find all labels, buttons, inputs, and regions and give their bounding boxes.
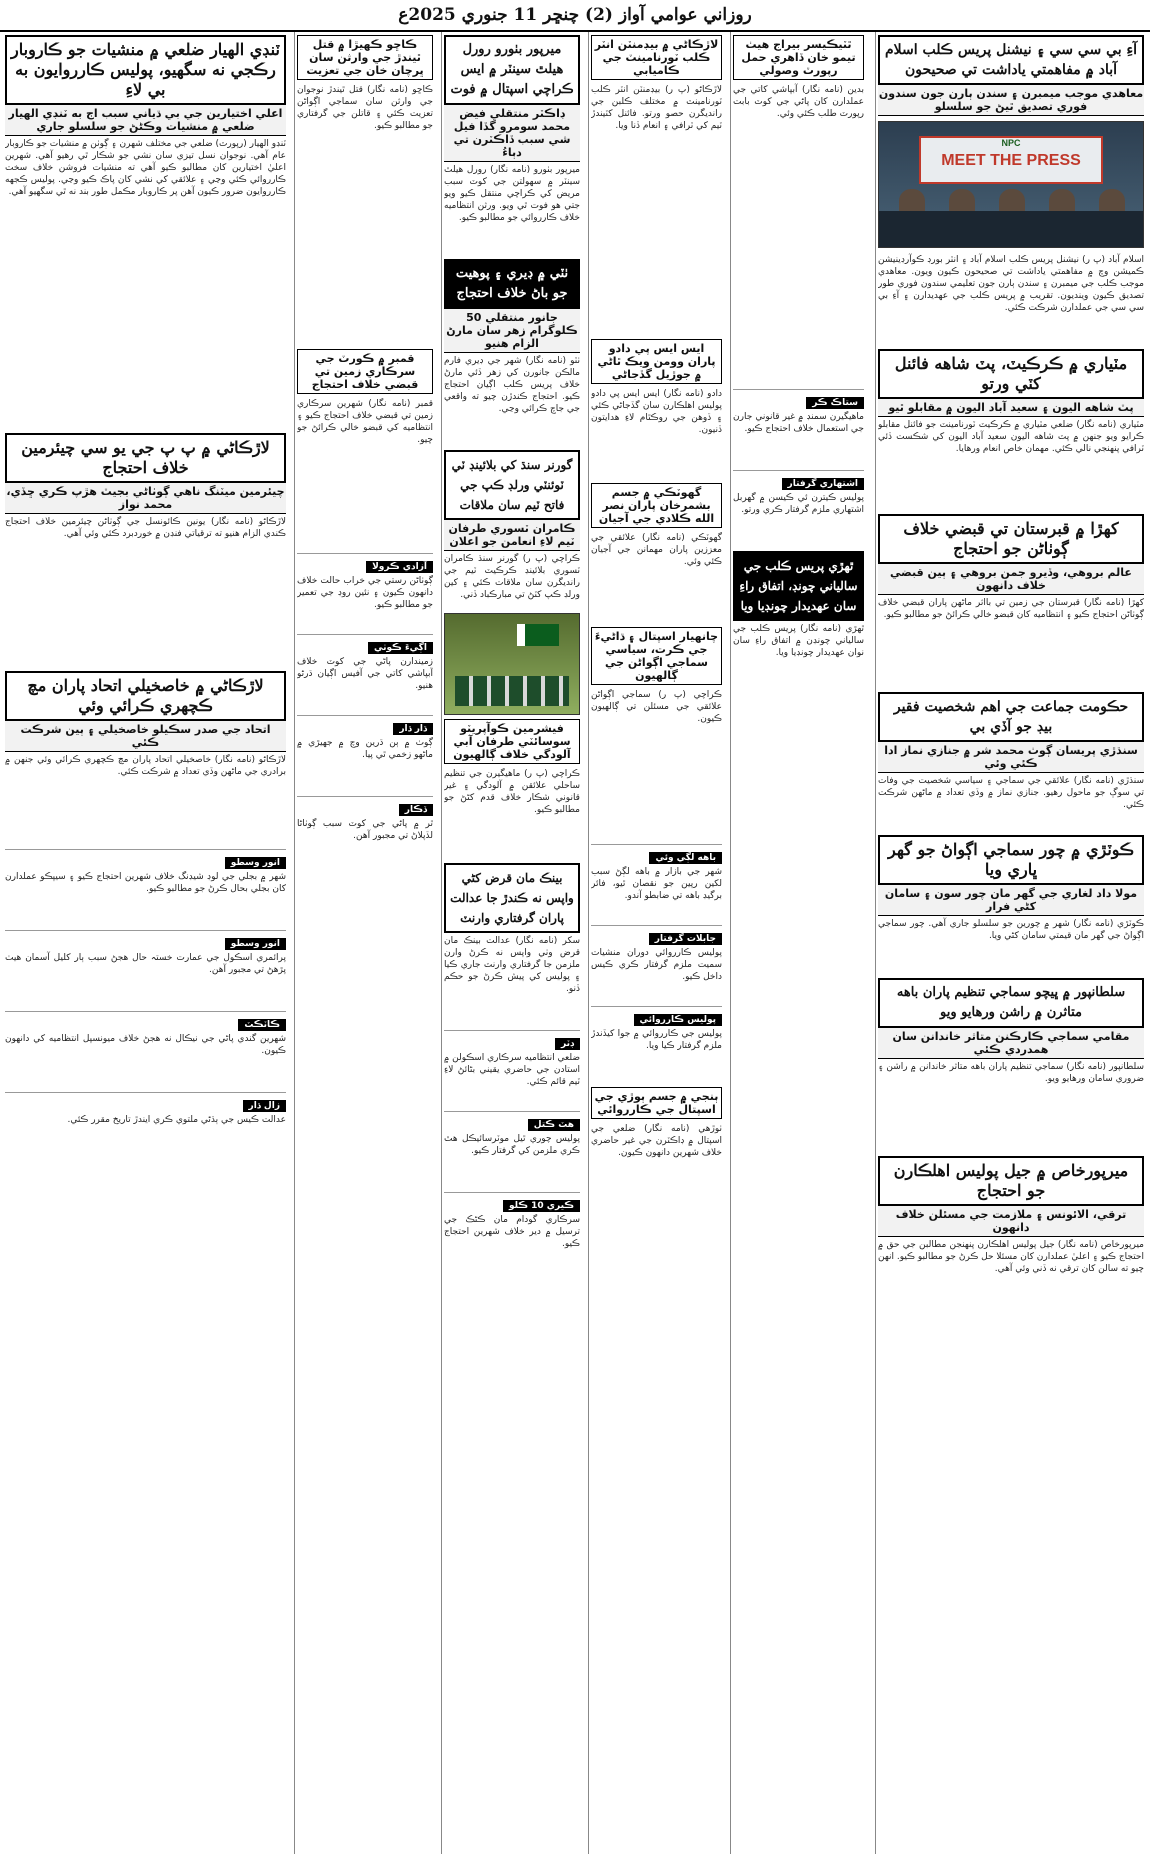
brief-tag: هٽ ڪتل	[528, 1119, 580, 1131]
brief-body: ضلعي انتظاميه سرڪاري اسڪولن ۾ استادن جي حاضري يقيني بڻائڻ لاءِ ٽيم قائم ڪئي.	[444, 1053, 580, 1087]
body-hospital: ٺٽو (نامه نگار) شهر جي ڊيري فارم مالڪن جانورن کي زهر ڏئي مارڻ خلاف پريس ڪلب اڳيان احتجاج ڪيو. احتجاج ڪندڙن چيو ته واقعي جي جاچ ڪرائي وڃي.	[444, 356, 580, 414]
body-graveyard: کهڙا (نامه نگار) قبرستان جي زمين تي بااثر ماڻهن پاران قبضي خلاف ڳوٺاڻن احتجاج ڪيو ۽ انتظاميه کان قبضو خالي ڪرائڻ جو مطالبو ڪيو.	[878, 598, 1144, 620]
headline-fishermen: فيشرمين ڪوآپريٽو سوسائٽي طرفان آبي آلودگي خلاف ڳالهيون	[444, 719, 580, 764]
headline-kohistan: ڪاڇو ڪهيڙا ۾ قتل ٿيندڙ جي وارثن سان ڀرچان خان جي تعزيت	[297, 35, 433, 80]
story-kohistan	[297, 35, 433, 344]
brief	[444, 1192, 580, 1269]
subhead-governor: ڪامران ٽسوري طرفان ٽيم لاءِ انعامن جو اعلان	[444, 520, 580, 551]
body-qamber: قمبر (نامه نگار) شهرين سرڪاري زمين تي قبضي خلاف احتجاج ڪيو ۽ انتظاميه کي قبضو خالي ڪرائڻ جو چيو.	[297, 399, 433, 445]
brief-tag: اشتهاري گرفتار	[782, 478, 864, 490]
headline-cricket: مٽياري ۾ ڪرڪيٽ، پٽ شاهه فائنل کٽي ورتو	[878, 349, 1144, 399]
desk	[879, 211, 1143, 247]
subhead-ttnd: اعلي اختيارين جي بي ڌياني سبب اڄ به ٽنڊي الهيار ضلعي ۾ منشيات وڪڻڻ جو سلسلو جاري	[5, 105, 286, 136]
brief	[297, 796, 433, 873]
subhead-ration: مقامي سماجي ڪارڪنن متاثر خاندانن سان همدردي ڪئي	[878, 1028, 1144, 1059]
headline-lyari: چانهيار اسپتال ۽ ڌاڻيءَ جي ڪرت، سياسي سماجي اڳواڻن جي ڳالهيون	[591, 627, 722, 685]
subhead-hospital: جانور منتقلي 50 ڪلوگرام زهر سان مارڻ الزام هنيو	[444, 309, 580, 353]
brief-body: ڳوٺ ۾ ٻن ڌرين وچ ۾ جهيڙي ۾ ماڻهو زخمي ٿي پيا.	[297, 738, 433, 760]
column-right	[875, 32, 1146, 1854]
body-cricket: مٽياري (نامه نگار) ضلعي مٽياري ۾ ڪرڪيٽ ٽورنامينٽ جو فائنل مقابلو ڪرايو ويو جنهن ۾ پٽ شاهه اليون سعيد آباد اليون کي شڪست ڏئي ٽرافي پنهنجي نالي ڪئي. مهمان خاص انعام ورهايا.	[878, 420, 1144, 454]
brief-body: پرائمري اسڪول جي عمارت خستہ حال هجڻ سبب ٻار کليل آسمان هيٺ پڙهڻ تي مجبور آهن.	[5, 953, 286, 975]
brief-tag: باهه لڳي وئي	[649, 852, 722, 864]
brief-body: سرڪاري گودام مان ڪڻڪ جي ترسيل ۾ دير خلاف شهرين احتجاج ڪيو.	[444, 1215, 580, 1249]
story-tournament	[591, 35, 722, 334]
story-video	[878, 692, 1144, 830]
headline-loan: بينڪ مان قرض کڻي واپس نه ڪندڙ جا عدالت پاران گرفتاري وارنٽ	[444, 863, 580, 933]
body-mirpur: ميرپور بٺورو (نامه نگار) رورل هيلٿ سينٽر ۾ سهولتن جي کوٽ سبب مريض کي ڪراچي منتقل ڪيو ويو جتي هو فوت ٿي ويو. ورثن انتظاميه خلاف ڪارروائي جو مطالبو ڪيو.	[444, 165, 580, 223]
brief	[444, 1111, 580, 1188]
story-npc-body	[878, 252, 1144, 344]
story-fishermen	[444, 719, 580, 858]
column-4	[441, 32, 582, 1854]
flag-icon	[517, 624, 559, 646]
body-kohistan: ڪاڇو (نامه نگار) قتل ٿيندڙ نوجوان جي وارثن سان سماجي اڳواڻن تعزيت ڪئي ۽ قاتلن جي گرفتاري جو مطالبو ڪيو.	[297, 85, 433, 131]
body-governor: ڪراچي (پ ر) گورنر سنڌ ڪامران ٽسوري بلائينڊ ڪرڪيٽ ٽيم جي رانديگرن سان ملاقات ڪئي ۽ کين ورلڊ ڪپ کٽڻ تي مبارڪباد ڏني.	[444, 554, 580, 600]
team-rows	[455, 676, 569, 706]
headline-jail: ميرپورخاص ۾ جيل پوليس اهلڪارن جو احتجاج	[878, 1156, 1144, 1206]
brief	[5, 930, 286, 1007]
brief-tag: ڏڪار	[399, 804, 433, 816]
masthead: روزاني عوامي آواز (2) چنڇر 11 جنوري 2025ع	[0, 0, 1150, 32]
body-monthly: ٿهڙي (نامه نگار) پريس ڪلب جي سالياني چونڊن ۾ اتفاق راءِ سان نوان عهديدار چونڊيا ويا.	[733, 624, 864, 658]
story-monthly	[733, 551, 864, 713]
headline-ration: سلطانپور ۾ ڀيچو سماجي تنظيم پاران باهه متاثرن ۾ راشن ورهايو ويو	[878, 978, 1144, 1028]
brief	[733, 389, 864, 466]
subhead-theft: مولا داد لغاري جي گهر مان چور سون ۽ سامان کڻي فرار	[878, 885, 1144, 916]
brief-body: ٿر ۾ پاڻي جي کوٽ سبب ڳوٺاڻا لڏپلاڻ تي مجبور آهن.	[297, 819, 433, 841]
body-ttnd: ٽنڊو الهيار (رپورٽ) ضلعي جي مختلف شهرن ۽ ڳوٺن ۾ منشيات جو ڪاروبار عام آهي. نوجوان نسل تيزي سان نشي جو شڪار ٿي رهيو آهي. شهرين اعليٰ اختيارين کان مطالبو ڪيو آهي ته منشيات فروشن خلاف سخت ڪارروائي ڪئي وڃي ۽ علائقي کي نشي کان پاڪ ڪيو وڃي. پوليس ڪجهه ڪارروايون ضرور ڪيون آهن پر ڪاروبار مڪمل طور بند نه ٿي سگهيو آهي.	[5, 139, 286, 197]
body-ittihad: لاڙڪاڻو (نامه نگار) خاصخيلي اتحاد پاران مچ ڪچهري ڪرائي وئي جنهن ۾ برادري جي ماڻهن وڏي تعداد ۾ شرڪت ڪئي.	[5, 755, 286, 777]
headline-ittihad: لاڙڪاڻي ۾ خاصخيلي اتحاد پاران مچ ڪچهري ڪرائي وئي	[5, 671, 286, 721]
headline-ttnd: ٽنڊي الهيار ضلعي ۾ منشيات جو ڪاروبار رڪجي نه سگهيو، پوليس ڪارروايون به بي لاءِ	[5, 35, 286, 105]
story-nazir	[733, 35, 864, 384]
subhead-graveyard: عالم بروهي، وڏيرو جمن بروهي ۽ ٻين قبضي خلاف دانهون	[878, 564, 1144, 595]
body-loan: سکر (نامه نگار) عدالت بينڪ مان قرض وٺي واپس نه ڪرڻ وارن ملزمن جا گرفتاري وارنٽ جاري ڪيا ۽ پوليس کي پيش ڪرڻ جو حڪم ڏنو.	[444, 936, 580, 994]
brief-body: عدالت ڪيس جي ٻڌڻي ملتوي ڪري ايندڙ تاريخ مقرر ڪئي.	[67, 1115, 286, 1125]
story-ittihad	[5, 671, 286, 844]
banner-title: MEET THE PRESS	[941, 152, 1081, 169]
brief	[591, 1006, 722, 1083]
brief	[733, 470, 864, 547]
brief-body: پوليس چوري ٿيل موٽرسائيڪل هٿ ڪري ملزمن کي گرفتار ڪيو.	[444, 1134, 580, 1156]
team-photo	[444, 613, 580, 715]
body-theft: ڪوٽڙي (نامه نگار) شهر ۾ چورين جو سلسلو جاري آهي. چور سماجي اڳواڻ جي گهر مان قيمتي سامان کڻي ويا.	[878, 919, 1144, 941]
column-2	[730, 32, 866, 1854]
body-police-hall: دادو (نامه نگار) ايس ايس پي دادو پوليس اهلڪارن سان گڏجاڻي ڪئي ۽ ڏوهن جي روڪٿام لاءِ هدايتون ڏنيون.	[591, 389, 722, 435]
story-graveyard	[878, 514, 1144, 687]
story-larkana-protest	[5, 433, 286, 666]
headline-theft: ڪوٽڙي ۾ چور سماجي اڳواڻ جو گهر ڀاري ويا	[878, 835, 1144, 885]
body-hijacking: ٺوڙهي (نامه نگار) ضلعي جي اسپتال ۾ ڊاڪٽرن جي غير حاضري خلاف شهرين دانهون ڪيون.	[591, 1124, 722, 1158]
body-ration: سلطانپور (نامه نگار) سماجي تنظيم پاران باهه متاثر خاندانن ۾ راشن ۽ ضروري سامان ورهايو ويو.	[878, 1062, 1144, 1084]
subhead-mirpur: ڊاڪٽر منتقلي فيض محمد سومرو گڏا فيل شي سبب ڏاڪٽرن تي دٻاءُ	[444, 105, 580, 162]
press-photo	[878, 121, 1144, 248]
brief-tag: آزادي ڪرولا	[366, 561, 433, 573]
body-video: سنڌڙي (نامه نگار) علائقي جي سماجي ۽ سياسي شخصيت جي وفات تي سوڳ جو ماحول رهيو. جنازي نماز ۾ وڏي تعداد ۾ ماڻهن شرڪت ڪئي.	[878, 776, 1144, 810]
headline-video: حڪومت جماعت جي اهم شخصيت فقير بيڊ جو آڏي بي	[878, 692, 1144, 742]
brief-body: شهر جي بازار ۾ باهه لڳڻ سبب لکين رپين جو نقصان ٿيو، فائر برگيڊ باهه تي ضابطو آندو.	[591, 867, 722, 901]
brief	[591, 844, 722, 921]
headline-npc: آءِ بي سي سي ۽ نيشنل پريس ڪلب اسلام آباد ۾ مفاهمتي ياداشت تي صحيحون	[878, 35, 1144, 85]
subhead-video: سنڌڙي پريسان ڳوٺ محمد شر ۾ جنازي نماز ادا ڪئي وئي	[878, 742, 1144, 773]
column-5	[294, 32, 435, 1854]
headline-nazir: ٿٽيڪيسر بيراج هيٺ تيمو خان ڏاهري حمل رپورٽ وصولي	[733, 35, 864, 80]
headline-governor: گورنر سنڌ کي بلائينڊ ٽي ٽوئنٽي ورلڊ ڪپ جي فاتح ٽيم سان ملاقات	[444, 450, 580, 520]
brief-body: شهر ۾ بجلي جي لوڊ شيڊنگ خلاف شهرين احتجاج ڪيو ۽ سيپڪو عملدارن کان بجلي بحال ڪرڻ جو مطالبو ڪيو.	[5, 872, 286, 894]
photo-banner	[919, 136, 1103, 184]
brief-body: زميندارن پاڻي جي کوٽ خلاف آبپاشي کاتي جي آفيس اڳيان ڌرڻو هنيو.	[297, 657, 433, 691]
banner-sub: NPC	[1001, 138, 1021, 148]
story-npc	[878, 35, 1144, 116]
story-governor	[444, 450, 580, 608]
brief-tag: ستاڪ ڪر	[806, 397, 864, 409]
brief	[297, 715, 433, 792]
brief-body: ماهيگيرن سمنڊ ۾ غير قانوني جارن جي استعمال خلاف احتجاج ڪيو.	[733, 412, 864, 434]
headline-hijacking: ٻنجي ۾ جسم ٻوڙي جي اسپتال جي ڪارروائي	[591, 1087, 722, 1119]
brief-body: پوليس ڪيترن ئي ڪيسن ۾ گهربل اشتهاري ملزم گرفتار ڪري ورتو.	[733, 493, 864, 515]
brief-body: شهرين گندي پاڻي جي نيڪال نه هجڻ خلاف ميونسپل انتظاميه کي دانهون ڪيون.	[5, 1034, 286, 1056]
brief-tag: ڊٽر	[555, 1038, 580, 1050]
story-police-hall	[591, 339, 722, 478]
brief-tag: انور وسطو	[225, 857, 286, 869]
brief-tag: اڳيءَ ڪوٺي	[368, 642, 433, 654]
story-qamber	[297, 349, 433, 548]
brief	[444, 1030, 580, 1107]
subhead-jail: ترقي، الائونس ۽ ملازمت جي مسئلن خلاف دانهون	[878, 1206, 1144, 1237]
body-jail: ميرپورخاص (نامه نگار) جيل پوليس اهلڪارن پنهنجن مطالبن جي حق ۾ احتجاج ڪيو ۽ اعليٰ عملدارن کان مسئلا حل ڪرڻ جو مطالبو ڪيو. انهن چيو ته سالن کان ترقي نه ڏني وئي آهي.	[878, 1240, 1144, 1274]
brief-tag: جابلات گرفتار	[649, 933, 722, 945]
brief	[297, 553, 433, 630]
subhead-cricket: پٽ شاهه اليون ۽ سعيد آباد اليون ۾ مقابلو ٿيو	[878, 399, 1144, 417]
brief	[5, 1092, 286, 1169]
headline-tournament: لاڙڪاڻي ۾ بيڊمنٽن انٽر ڪلب ٽورنامينٽ جي ڪاميابي	[591, 35, 722, 80]
brief-tag: ڪاٽڪٽ	[238, 1019, 286, 1031]
headline-monthly: ٿهڙي پريس ڪلب جي سالياني چونڊ، اتفاق راءِ سان عهديدار چونڊيا ويا	[733, 551, 864, 621]
brief-tag: پوليس ڪارروائي	[634, 1014, 723, 1026]
story-jail	[878, 1156, 1144, 1389]
body-npc: اسلام آباد (پ ر) نيشنل پريس ڪلب اسلام آباد ۽ انٽر بورڊ ڪوآرڊينيشن ڪميشن وچ ۾ مفاهمتي ياداشت تي صحيحون ڪيون ويون. معاهدي موجب ڪلب جي ميمبرن ۽ سندن ٻارن جون تعليمي سندون فوري طور تصديق ڪيون وينديون. تقريب ۾ پريس ڪلب جي عهديدارن ۽ آءِ بي سي سي جي عملدارن شرڪت ڪئي.	[878, 255, 1144, 313]
headline-bhit: گهوٽڪي ۾ جسم بشمرخان پاران نصر الله ڪلادي جي آجيان	[591, 483, 722, 528]
column-3	[588, 32, 724, 1854]
brief-tag: ڪيري 10 ڪلو	[503, 1200, 580, 1212]
story-hospital	[444, 259, 580, 445]
headline-police-hall: ايس ايس پي دادو پاران وومن ويڪ ٿاڻي ۾ جوڙيل گڏجاڻي	[591, 339, 722, 384]
column-left	[3, 32, 288, 1854]
body-lyari: ڪراچي (پ ر) سماجي اڳواڻن علائقي جي مسئلن تي ڳالهيون ڪيون.	[591, 690, 722, 724]
story-lyari	[591, 627, 722, 839]
story-loan	[444, 863, 580, 1025]
headline-graveyard: کهڙا ۾ قبرستان تي قبضي خلاف ڳوٺاڻن جو احتجاج	[878, 514, 1144, 564]
subhead-larkana-protest: چيئرمين ميٽنگ ناهي ڳوٺاڻي بجيٽ هڙپ ڪري ڇڏي، محمد نواز	[5, 483, 286, 514]
story-bhit	[591, 483, 722, 622]
brief-tag: زال ڌار	[243, 1100, 286, 1112]
brief-tag: انور وسطو	[225, 938, 286, 950]
body-bhit: گهوٽڪي (نامه نگار) علائقي جي معززين پاران مهمانن جي آجيان ڪئي وئي.	[591, 533, 722, 567]
headline-larkana-protest: لاڙڪاڻي ۾ پ پ جي يو سي چيئرمين خلاف احتجاج	[5, 433, 286, 483]
body-larkana-protest: لاڙڪاڻو (نامه نگار) يونين ڪائونسل جي ڳوٺاڻن چيئرمين خلاف احتجاج ڪندي الزام هنيو ته ترقياتي فنڊن ۾ خوردبرد ڪئي وئي آهي.	[5, 517, 286, 539]
headline-mirpur: ميرپور بٺورو رورل هيلٿ سينٽر ۾ ايس ڪراچي اسپتال ۾ فوت	[444, 35, 580, 105]
brief	[5, 1011, 286, 1088]
subhead-ittihad: اتحاد جي صدر سڪيلو خاصخيلي ۽ ٻين شرڪت ڪئي	[5, 721, 286, 752]
brief	[297, 634, 433, 711]
story-ttnd	[5, 35, 286, 428]
brief	[591, 925, 722, 1002]
headline-qamber: قمبر ۾ ڪورٽ جي سرڪاري زمين تي قبضي خلاف احتجاج	[297, 349, 433, 394]
story-ration	[878, 978, 1144, 1151]
brief-body: پوليس ڪارروائي دوران منشيات سميت ملزم گرفتار ڪري ڪيس داخل ڪيو.	[591, 948, 722, 982]
brief	[5, 849, 286, 926]
body-nazir: بدين (نامه نگار) آبپاشي کاتي جي عملدارن کان پاڻي جي کوٽ بابت رپورٽ طلب ڪئي وئي.	[733, 85, 864, 119]
story-mirpur	[444, 35, 580, 254]
body-tournament: لاڙڪاڻو (پ ر) بيڊمنٽن انٽر ڪلب ٽورنامينٽ ۾ مختلف ڪلبن جي رانديگرن حصو ورتو. فائنل کٽيندڙ ٽيم کي ٽرافي ۽ انعام ڏنا ويا.	[591, 85, 722, 131]
headline-hospital: ٺٽي ۾ ڊيري ۽ پوهيت جو باڻ خلاف احتجاج	[444, 259, 580, 309]
brief-body: ڳوٺاڻن رستي جي خراب حالت خلاف دانهون ڪيون ۽ نئين روڊ جي تعمير جو مطالبو ڪيو.	[297, 576, 433, 610]
story-cricket	[878, 349, 1144, 509]
story-theft	[878, 835, 1144, 973]
story-hijacking	[591, 1087, 722, 1213]
brief-body: پوليس جي ڪارروائي ۾ جوا کيڏندڙ ملزم گرفتار ڪيا ويا.	[591, 1029, 722, 1051]
body-fishermen: ڪراچي (پ ر) ماهيگيرن جي تنظيم ساحلي علائقن ۾ آلودگي ۽ غير قانوني شڪار خلاف قدم کڻڻ جو مطالبو ڪيو.	[444, 769, 580, 815]
brief-tag: ڌار ڌار	[393, 723, 433, 735]
subhead-npc: معاهدي موجب ميمبرن ۽ سندن ٻارن جون سندون فوري تصديق ٿيڻ جو سلسلو	[878, 85, 1144, 116]
